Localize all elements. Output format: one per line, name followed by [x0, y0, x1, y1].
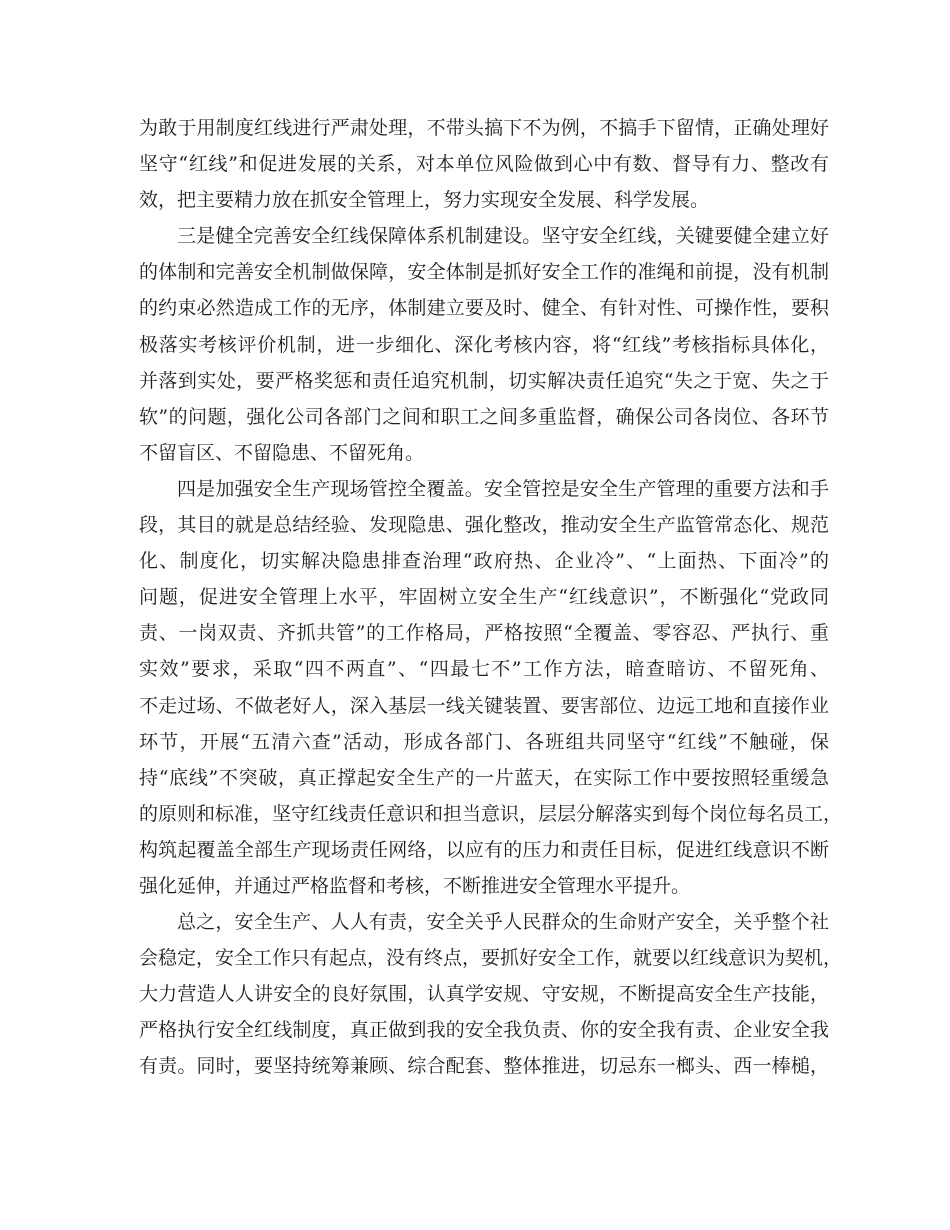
text-line: 的原则和标准，坚守红线责任意识和担当意识，层层分解落实到每个岗位每名员工，	[139, 802, 843, 825]
paragraph-four	[139, 471, 843, 904]
text-line: 不留盲区、不留隐患、不留死角。	[139, 441, 425, 464]
text-line: 为敢于用制度红线进行严肃处理，不带头搞下不为例，不搞手下留情，正确处理好	[139, 117, 829, 139]
paragraph-continuation	[139, 110, 829, 218]
text-line: 有责。同时，要坚持统筹兼顾、综合配套、整体推进，切忌东一榔头、西一棒槌，	[139, 1055, 829, 1078]
text-line: 坚守“红线”和促进发展的关系，对本单位风险做到心中有数、督导有力、整改有	[139, 153, 829, 176]
text-line: 实效”要求，采取“四不两直”、“四最七不”工作方法，暗查暗访、不留死角、	[139, 658, 829, 681]
text-line: 不走过场、不做老好人，深入基层一线关键装置、要害部位、边远工地和直接作业	[139, 694, 829, 717]
text-line: 极落实考核评价机制，进一步细化、深化考核内容，将“红线”考核指标具体化，	[139, 333, 829, 356]
text-line: 三是健全完善安全红线保障体系机制建设。坚守安全红线，关键要健全建立好	[177, 225, 829, 248]
text-line: 化、制度化，切实解决隐患排查治理“政府热、企业冷”、“上面热、下面冷”的	[139, 550, 829, 573]
text-line: 责、一岗双责、齐抓共管”的工作格局，严格按照“全覆盖、零容忍、严执行、重	[139, 622, 829, 645]
text-line: 段，其目的就是总结经验、发现隐患、强化整改，推动安全生产监管常态化、规范	[139, 514, 829, 537]
text-line: 严格执行安全红线制度，真正做到我的安全我负责、你的安全我有责、企业安全我	[139, 1019, 829, 1042]
text-line: 问题，促进安全管理上水平，牢固树立安全生产“红线意识”，不断强化“党政同	[139, 586, 829, 609]
text-line: 构筑起覆盖全部生产现场责任网络，以应有的压力和责任目标，促进红线意识不断	[139, 838, 829, 861]
body-text	[139, 110, 843, 1085]
paragraph-summary	[139, 904, 843, 1084]
text-line: 的体制和完善安全机制做保障，安全体制是抓好安全工作的准绳和前提，没有机制	[139, 261, 829, 284]
text-line: 并落到实处，要严格奖惩和责任追究机制，切实解决责任追究“失之于宽、失之于	[139, 369, 829, 392]
text-line: 四是加强安全生产现场管控全覆盖。安全管控是安全生产管理的重要方法和手	[177, 477, 829, 500]
paragraph-three	[139, 218, 829, 471]
text-line: 会稳定，安全工作只有起点，没有终点，要抓好安全工作，就要以红线意识为契机，	[139, 947, 843, 970]
text-line: 总之，安全生产、人人有责，安全关乎人民群众的生命财产安全，关乎整个社	[177, 911, 829, 934]
text-line: 软”的问题，强化公司各部门之间和职工之间多重监督，确保公司各岗位、各环节	[139, 405, 829, 428]
text-line: 的约束必然造成工作的无序，体制建立要及时、健全、有针对性、可操作性，要积	[139, 297, 829, 320]
text-line: 效，把主要精力放在抓安全管理上，努力实现安全发展、科学发展。	[139, 189, 710, 212]
text-line: 持“底线”不突破，真正撑起安全生产的一片蓝天，在实际工作中要按照轻重缓急	[139, 766, 829, 789]
text-line: 环节，开展“五清六查”活动，形成各部门、各班组共同坚守“红线”不触碰，保	[139, 730, 829, 753]
text-line: 强化延伸，并通过严格监督和考核，不断推进安全管理水平提升。	[139, 874, 691, 897]
text-line: 大力营造人人讲安全的良好氛围，认真学安规、守安规，不断提高安全生产技能，	[139, 983, 829, 1006]
